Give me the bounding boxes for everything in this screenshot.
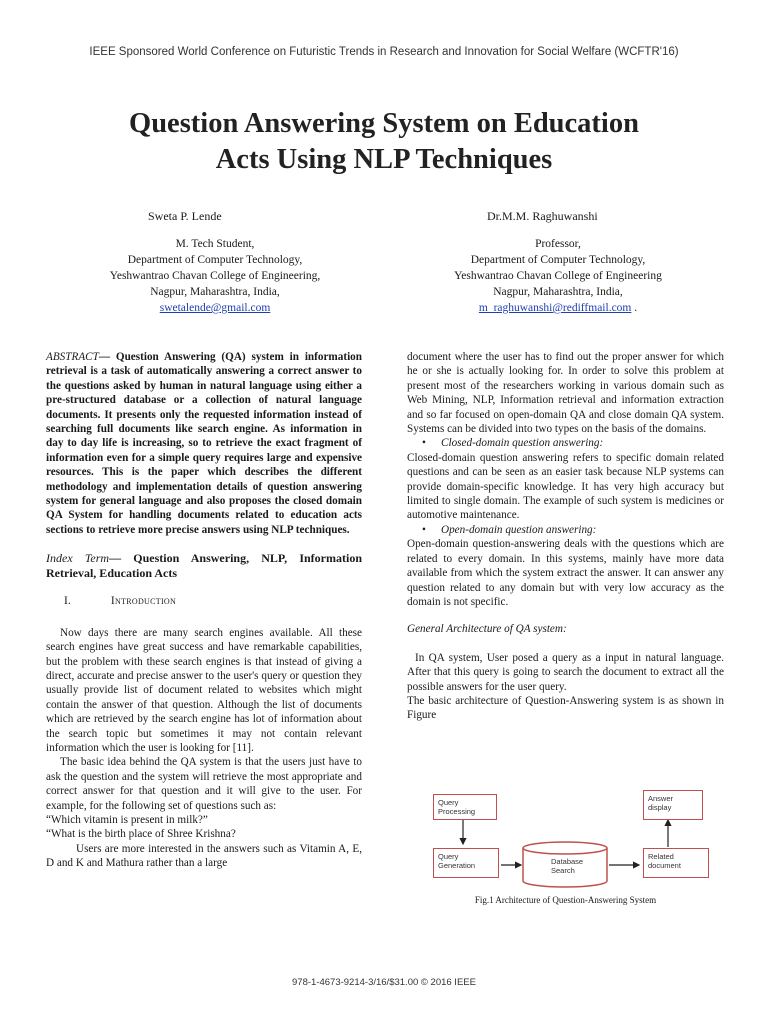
bullet-icon: • (422, 523, 426, 536)
architecture-paragraph-1: In QA system, User posed a query as a input in natural language. After that this query is going to search the document to extract all the possible answers for the user query. (407, 651, 724, 693)
section-heading (46, 594, 362, 608)
abstract-text: — Question Answering (QA) system in information retrieval is a task of automatically answering a correct answer to the questions asked by human in natural language using either a pre-structured database or a collection of natural language documents. It presents only the requested information instead of searching full documents like search engine. As information in day to day life is increasing, so to retrieve the exact fragment of information even for a simple query requires large and expensive resources. This is the paper which describes the different methodology and implementation details of question answering system for general language and also proposes the closed domain QA System for handling documents related to education acts sections to retrieve more precise answers using NLP techniques. (46, 351, 362, 536)
intro-paragraph-1: Now days there are many search engines available. All these search engines have great success and have remarkable capabilities, but the problem with these search engines is that instead of giving a direct, accurate and precise answer to the user's query or question they usually provide list of document related to websites which might contain the answer of that question. Although the list of documents which are retrieved by the search engine has lot of information about the search topic but sometimes it may not contain relevant information which the user is looking for [11]. (46, 626, 362, 754)
author-2-email[interactable]: m_raghuwanshi@rediffmail.com (478, 302, 632, 314)
answer-display-box: Answer display (643, 790, 703, 820)
author-1-aff-line: Nagpur, Maharashtra, India, (150, 286, 280, 298)
author-1-affiliation (60, 236, 370, 316)
closed-domain-paragraph: Closed-domain question answering refers to specific domain related questions and can be seen as an easier task because NLP systems can provide domain-specific knowledge. It has very high accuracy but limited to single domain. The example of such system is medicines or automotive maintenance. (407, 451, 724, 522)
author-2-aff-line: Department of Computer Technology, (470, 254, 646, 266)
author-1-aff-line: Yeshwantrao Chavan College of Engineering, (109, 270, 321, 282)
intro-paragraph-2: The basic idea behind the QA system is that the users just have to ask the question and the system will retrieve the most appropriate and correct answer for that question and it will give to the user. For example, for the following set of questions such as: (46, 756, 362, 812)
query-processing-box: Query Processing (433, 794, 497, 820)
right-column (407, 350, 724, 723)
index-terms-label: Index Term (46, 551, 110, 566)
right-paragraph-1: document where the user has to find out the proper answer for which he or she is actually looking for. In order to solve this problem at present most of the researchers working in various domain such as Web Mining, NLP, Information retrieval and information extraction and so far focused on open-domain QA and close domain QA system. Systems can be divided into two types on the basis of the domains. (407, 351, 724, 436)
architecture-figure (415, 768, 735, 898)
author-1-aff-line: Department of Computer Technology, (127, 254, 303, 266)
author-2-aff-line: Professor, (535, 238, 581, 250)
example-question-2: “What is the birth place of Shree Krishna? (46, 828, 236, 841)
query-generation-box: Query Generation (433, 848, 499, 878)
section-title: Introduction (110, 595, 177, 608)
figure-arrows (415, 768, 735, 898)
title-line-2: Acts Using NLP Techniques (215, 144, 553, 175)
intro-paragraph-3: Users are more interested in the answers such as Vitamin A, E, D and K and Mathura rather than a large (46, 842, 362, 870)
author-2-affiliation (398, 236, 718, 316)
database-search-label: Database Search (551, 857, 584, 875)
author-1-aff-line: M. Tech Student, (175, 238, 255, 250)
author-1-name: Sweta P. Lende (148, 209, 222, 223)
bullet-closed-domain-title: Closed-domain question answering: (441, 437, 604, 450)
figure-caption: Fig.1 Architecture of Question-Answering System (474, 895, 657, 905)
section-number: I. (64, 595, 71, 608)
author-2-aff-line: Yeshwantrao Chavan College of Engineering (454, 270, 662, 282)
copyright-footer: 978-1-4673-9214-3/16/$31.00 © 2016 IEEE (292, 977, 476, 988)
title-line-1: Question Answering System on Education (129, 108, 639, 139)
example-question-1: “Which vitamin is present in milk?” (46, 813, 208, 826)
bullet-closed-domain (407, 436, 724, 450)
architecture-paragraph-2: The basic architecture of Question-Answering system is as shown in Figure (407, 694, 724, 722)
author-2-aff-line: Nagpur, Maharashtra, India, (493, 286, 623, 298)
abstract-label: ABSTRACT (46, 351, 99, 363)
author-1-email[interactable]: swetalende@gmail.com (159, 302, 271, 314)
author-2-name: Dr.M.M. Raghuwanshi (487, 209, 598, 223)
index-terms (46, 551, 362, 581)
bullet-open-domain-title: Open-domain question answering: (441, 523, 597, 536)
architecture-heading: General Architecture of QA system: (407, 623, 567, 636)
bullet-icon: • (422, 437, 426, 450)
index-terms-text: — Question Answering, NLP, Information Retrieval, Education Acts (46, 551, 362, 581)
related-document-box: Related document (643, 848, 709, 878)
left-column (46, 350, 362, 871)
paper-title (60, 106, 708, 178)
bullet-open-domain (407, 523, 724, 537)
open-domain-paragraph: Open-domain question-answering deals with the questions which are related to every domain. In this systems, mainly have more data available from which the system extract the answer. It can answer any question related to any domain but with very low accuracy as the domain is not specific. (407, 538, 724, 608)
author-2-email-suffix: . (631, 302, 638, 314)
conference-header: IEEE Sponsored World Conference on Futuristic Trends in Research and Innovation for Social Welfare (WCFTR'16) (89, 46, 679, 58)
abstract (46, 350, 362, 537)
